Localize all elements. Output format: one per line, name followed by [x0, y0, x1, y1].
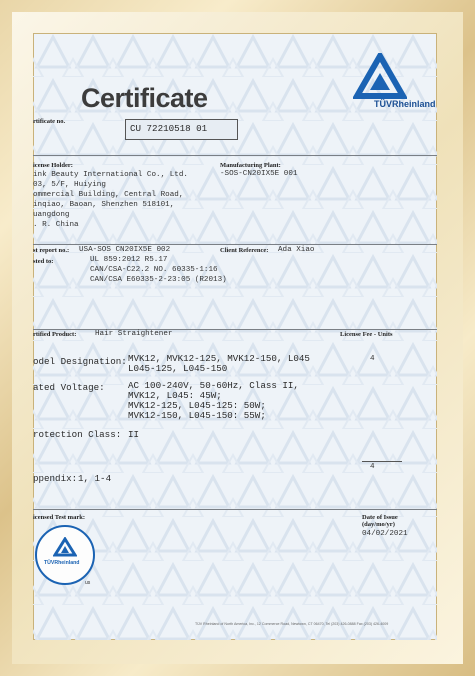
date-label-line: Date of Issue [362, 514, 398, 521]
rated-voltage-label: ated Voltage: [33, 382, 105, 393]
model-designation-values [128, 354, 310, 374]
license-holder-label: icense Holder: [33, 162, 73, 169]
holder-line: . R. China [33, 221, 79, 229]
fee-total-rule [362, 461, 402, 462]
holder-line: uangdong [33, 211, 70, 219]
seal-us-text: us [85, 580, 91, 586]
appendix-value: 1, 1-4 [78, 473, 112, 484]
license-fee-total: 4 [370, 463, 375, 471]
date-of-issue: 04/02/2021 [362, 530, 408, 538]
manufacturing-plant-label: Manufacturing Plant: [220, 162, 281, 169]
tuv-triangle-icon [353, 53, 407, 99]
divider [33, 509, 437, 510]
test-report-value: USA-SOS CN20IX5E 002 [79, 246, 171, 254]
protection-class-value: II [128, 429, 140, 440]
voltage-line: MVK12-125, L045-125: 50W; [128, 400, 266, 411]
licensed-test-mark-label: icensed Test mark: [33, 514, 85, 521]
tested-to-label: sted to: [33, 258, 54, 265]
seal-triangle-icon [53, 537, 77, 557]
seal-brand-text: TÜVRheinland [44, 560, 80, 566]
license-holder-address [33, 170, 188, 230]
standard-line: CAN/CSA E60335-2-23:05 (R2013) [90, 276, 227, 284]
holder-line: 03, 5/F, Huiying [33, 181, 106, 189]
divider [33, 155, 437, 156]
tuv-seal [35, 525, 95, 585]
model-line: L045-125, L045-150 [128, 363, 228, 374]
divider [33, 244, 437, 245]
certificate-paper [33, 33, 437, 640]
date-label-line: (day/mo/yr) [362, 521, 395, 528]
voltage-line: MVK12-150, L045-150: 55W; [128, 410, 266, 421]
test-report-label: st report no.: [33, 247, 70, 254]
client-reference-label: Client Reference: [220, 247, 269, 254]
certificate-number: CU 72210518 01 [130, 123, 208, 134]
brand-logo-text: TÜVRheinland [374, 99, 436, 109]
rated-voltage-values [128, 381, 299, 421]
license-fee-units: 4 [370, 355, 375, 363]
voltage-line: MVK12, L045: 45W; [128, 390, 222, 401]
certified-product-label: rtified Product: [33, 331, 77, 338]
license-fee-label: License Fee - Units [340, 331, 393, 338]
tested-to-standards [90, 255, 227, 285]
standard-line: UL 859:2012 R5.17 [90, 256, 168, 264]
model-designation-label: odel Designation: [33, 356, 127, 367]
holder-line: ink Beauty International Co., Ltd. [33, 171, 188, 179]
protection-class-label: rotection Class: [33, 429, 122, 440]
certificate-title: Certificate [81, 83, 208, 113]
holder-line: inqiao, Baoan, Shenzhen 518101, [33, 201, 175, 209]
date-of-issue-label [362, 514, 398, 528]
manufacturing-plant-value: -SOS-CN20IX5E 001 [220, 170, 298, 178]
divider [33, 329, 437, 330]
client-reference-value: Ada Xiao [278, 246, 315, 254]
certified-product-value: Hair Straightener [95, 330, 173, 338]
model-line: MVK12, MVK12-125, MVK12-150, L045 [128, 353, 310, 364]
standard-line: CAN/CSA-C22.2 NO. 60335-1:16 [90, 266, 218, 274]
certificate-number-box [125, 119, 238, 140]
voltage-line: AC 100-240V, 50-60Hz, Class II, [128, 380, 299, 391]
holder-line: ommercial Building, Central Road, [33, 191, 184, 199]
appendix-label: ppendix: [33, 473, 78, 484]
certificate-number-label: rtificate no. [33, 118, 66, 125]
footer-address: TÜV Rheinland of North America, Inc., 12 Commerce Road, Newtown, CT 06470, Tel (203) 426-0888 Fax (203) 426-4009 [195, 622, 389, 626]
